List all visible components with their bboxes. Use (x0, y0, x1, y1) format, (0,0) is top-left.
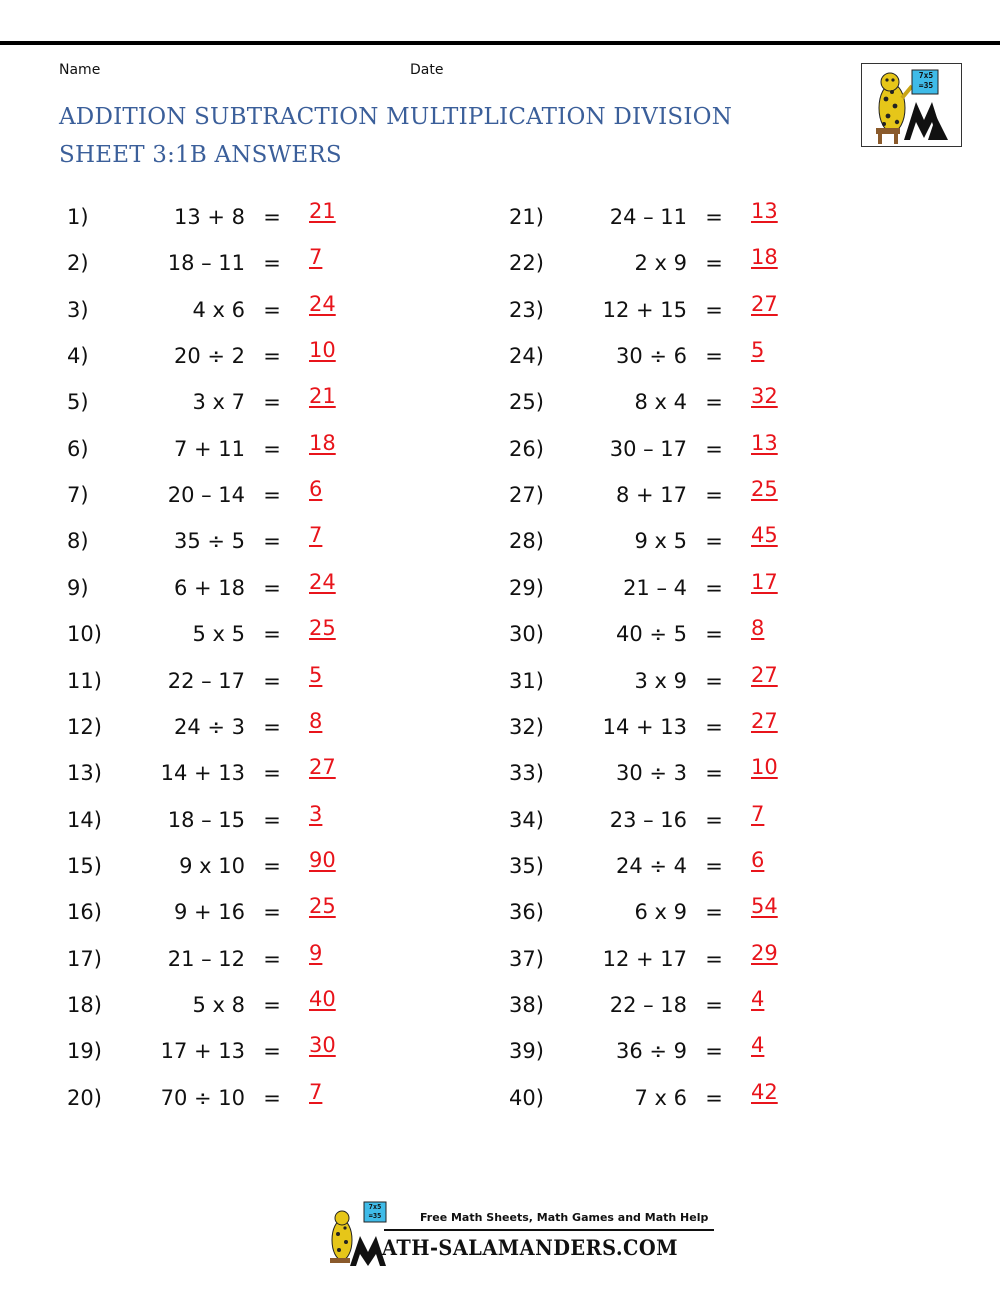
problem-expression: 3 x 9 (634, 668, 687, 693)
problem-number: 11) (67, 668, 102, 693)
problem-row (509, 983, 949, 1029)
answer-value: 25 (309, 616, 336, 641)
sheet-title-line2: SHEET 3:1B ANSWERS (59, 142, 342, 168)
answer-value: 30 (309, 1033, 336, 1058)
equals-sign: = (263, 529, 281, 554)
problem-expression: 5 x 5 (192, 622, 245, 647)
problem-number: 31) (509, 668, 544, 693)
problem-expression: 8 x 4 (634, 390, 687, 415)
footer-brand: ATH-SALAMANDERS.COM (382, 1235, 678, 1260)
name-label: Name (59, 62, 101, 78)
answer-value: 17 (751, 569, 778, 594)
problem-row (67, 473, 507, 519)
answer-value: 13 (751, 199, 778, 223)
problem-row (509, 937, 949, 983)
problem-row (509, 659, 949, 705)
problem-number: 23) (509, 297, 544, 322)
answer-value: 7 (751, 801, 765, 826)
problem-row (509, 705, 949, 751)
date-label: Date (410, 62, 444, 78)
logo-badge-text: 7x5 =35 (918, 71, 934, 90)
problem-expression: 12 + 15 (602, 297, 687, 322)
equals-sign: = (263, 205, 281, 229)
problem-row (67, 1076, 507, 1122)
problem-row (67, 659, 507, 705)
answer-value: 25 (309, 894, 336, 919)
answer-value: 4 (751, 986, 765, 1011)
equals-sign: = (263, 992, 281, 1017)
problem-row (67, 566, 507, 612)
problem-number: 8) (67, 529, 89, 554)
problem-row (509, 195, 949, 241)
answer-value: 10 (309, 338, 336, 363)
answer-value: 3 (309, 801, 323, 826)
problem-row (67, 844, 507, 890)
problem-expression: 24 – 11 (609, 205, 687, 229)
problem-expression: 6 + 18 (173, 575, 245, 600)
problem-number: 40) (509, 1085, 544, 1110)
problem-row (509, 380, 949, 426)
problem-expression: 8 + 17 (615, 483, 687, 508)
equals-sign: = (263, 436, 281, 461)
problem-number: 34) (509, 807, 544, 832)
problem-number: 21) (509, 205, 544, 229)
answer-value: 29 (751, 940, 778, 965)
equals-sign: = (705, 761, 723, 786)
problem-number: 16) (67, 900, 102, 925)
answer-value: 90 (309, 847, 336, 872)
problem-number: 9) (67, 575, 89, 600)
problem-number: 26) (509, 436, 544, 461)
problem-expression: 70 ÷ 10 (160, 1085, 245, 1110)
equals-sign: = (705, 853, 723, 878)
problem-expression: 12 + 17 (602, 946, 687, 971)
problem-expression: 21 – 12 (167, 946, 245, 971)
problem-number: 33) (509, 761, 544, 786)
site-logo (861, 63, 962, 147)
problem-expression: 22 – 17 (167, 668, 245, 693)
answer-value: 13 (751, 430, 778, 455)
problem-number: 15) (67, 853, 102, 878)
equals-sign: = (705, 297, 723, 322)
problem-number: 5) (67, 390, 89, 415)
equals-sign: = (263, 297, 281, 322)
equals-sign: = (705, 529, 723, 554)
sheet-title-line1: ADDITION SUBTRACTION MULTIPLICATION DIVISION (59, 104, 733, 130)
problem-number: 37) (509, 946, 544, 971)
problem-expression: 24 ÷ 3 (173, 714, 245, 739)
answer-value: 7 (309, 245, 323, 270)
problem-expression: 17 + 13 (160, 1039, 245, 1064)
problem-row (67, 705, 507, 751)
problem-number: 13) (67, 761, 102, 786)
problem-number: 32) (509, 714, 544, 739)
footer-divider (384, 1229, 714, 1231)
problem-number: 2) (67, 251, 89, 276)
problem-number: 35) (509, 853, 544, 878)
equals-sign: = (705, 1085, 723, 1110)
answer-value: 6 (309, 477, 323, 502)
salamander-logo-icon (862, 64, 961, 146)
answer-value: 5 (751, 338, 765, 363)
problem-row (509, 612, 949, 658)
problem-expression: 30 ÷ 3 (615, 761, 687, 786)
problem-row (509, 890, 949, 936)
problem-expression: 14 + 13 (160, 761, 245, 786)
problem-expression: 3 x 7 (192, 390, 245, 415)
equals-sign: = (263, 900, 281, 925)
problem-number: 1) (67, 205, 89, 229)
problem-number: 24) (509, 344, 544, 369)
equals-sign: = (263, 622, 281, 647)
problem-number: 22) (509, 251, 544, 276)
problem-expression: 18 – 11 (167, 251, 245, 276)
equals-sign: = (705, 251, 723, 276)
problem-row (509, 844, 949, 890)
equals-sign: = (705, 1039, 723, 1064)
problem-number: 38) (509, 992, 544, 1017)
answer-value: 7 (309, 523, 323, 548)
problem-expression: 9 + 16 (173, 900, 245, 925)
equals-sign: = (263, 668, 281, 693)
problem-number: 7) (67, 483, 89, 508)
equals-sign: = (705, 205, 723, 229)
equals-sign: = (705, 575, 723, 600)
problem-row (67, 937, 507, 983)
problem-expression: 24 ÷ 4 (615, 853, 687, 878)
problem-expression: 20 – 14 (167, 483, 245, 508)
problem-row (509, 798, 949, 844)
problem-expression: 6 x 9 (634, 900, 687, 925)
problem-expression: 30 – 17 (609, 436, 687, 461)
problem-row (67, 890, 507, 936)
problem-row (509, 1029, 949, 1075)
problem-number: 19) (67, 1039, 102, 1064)
top-rule (0, 41, 1000, 45)
problem-row (67, 751, 507, 797)
equals-sign: = (705, 992, 723, 1017)
problem-row (509, 473, 949, 519)
equals-sign: = (263, 946, 281, 971)
problem-row (509, 751, 949, 797)
problem-expression: 40 ÷ 5 (615, 622, 687, 647)
equals-sign: = (263, 714, 281, 739)
equals-sign: = (705, 668, 723, 693)
problem-number: 17) (67, 946, 102, 971)
problem-row (67, 519, 507, 565)
problem-number: 10) (67, 622, 102, 647)
equals-sign: = (705, 483, 723, 508)
problem-row (67, 288, 507, 334)
problem-expression: 14 + 13 (602, 714, 687, 739)
problem-row (67, 195, 507, 241)
problem-row (509, 334, 949, 380)
answer-value: 18 (751, 245, 778, 270)
problem-row (67, 612, 507, 658)
footer (320, 1196, 720, 1268)
problem-number: 28) (509, 529, 544, 554)
answer-value: 40 (309, 986, 336, 1011)
equals-sign: = (263, 344, 281, 369)
answer-value: 21 (309, 384, 336, 409)
problem-expression: 30 ÷ 6 (615, 344, 687, 369)
problem-row (67, 1029, 507, 1075)
equals-sign: = (705, 900, 723, 925)
answer-value: 9 (309, 940, 323, 965)
problem-row (67, 798, 507, 844)
problem-expression: 21 – 4 (623, 575, 687, 600)
problem-expression: 36 ÷ 9 (615, 1039, 687, 1064)
answer-value: 5 (309, 662, 323, 687)
problem-expression: 7 x 6 (634, 1085, 687, 1110)
answer-value: 18 (309, 430, 336, 455)
equals-sign: = (705, 436, 723, 461)
problem-row (509, 566, 949, 612)
problem-number: 20) (67, 1085, 102, 1110)
answer-value: 45 (751, 523, 778, 548)
problem-number: 4) (67, 344, 89, 369)
answer-value: 10 (751, 755, 778, 780)
answer-value: 27 (309, 755, 336, 780)
equals-sign: = (705, 390, 723, 415)
equals-sign: = (263, 807, 281, 832)
problem-number: 18) (67, 992, 102, 1017)
problem-row (67, 427, 507, 473)
problem-number: 6) (67, 436, 89, 461)
problem-expression: 7 + 11 (173, 436, 245, 461)
problem-row (67, 380, 507, 426)
problem-number: 25) (509, 390, 544, 415)
problem-expression: 18 – 15 (167, 807, 245, 832)
problem-row (509, 519, 949, 565)
answer-value: 54 (751, 894, 778, 919)
answer-value: 21 (309, 199, 336, 223)
equals-sign: = (263, 1085, 281, 1110)
problem-expression: 35 ÷ 5 (173, 529, 245, 554)
equals-sign: = (263, 251, 281, 276)
problem-expression: 9 x 5 (634, 529, 687, 554)
problem-number: 14) (67, 807, 102, 832)
problem-expression: 4 x 6 (192, 297, 245, 322)
answer-value: 24 (309, 569, 336, 594)
answer-value: 6 (751, 847, 765, 872)
answer-value: 25 (751, 477, 778, 502)
problem-number: 36) (509, 900, 544, 925)
equals-sign: = (705, 714, 723, 739)
equals-sign: = (705, 946, 723, 971)
problem-row (67, 334, 507, 380)
equals-sign: = (263, 390, 281, 415)
equals-sign: = (263, 761, 281, 786)
answer-value: 4 (751, 1033, 765, 1058)
problem-number: 27) (509, 483, 544, 508)
answer-value: 27 (751, 291, 778, 316)
problem-row (509, 241, 949, 287)
problem-expression: 9 x 10 (179, 853, 245, 878)
footer-tagline: Free Math Sheets, Math Games and Math Help (420, 1211, 709, 1224)
footer-badge-text: 7x5 =35 (368, 1203, 382, 1220)
equals-sign: = (705, 807, 723, 832)
answer-value: 27 (751, 708, 778, 733)
equals-sign: = (263, 853, 281, 878)
equals-sign: = (263, 575, 281, 600)
problem-expression: 20 ÷ 2 (173, 344, 245, 369)
equals-sign: = (263, 1039, 281, 1064)
problem-number: 12) (67, 714, 102, 739)
problem-expression: 5 x 8 (192, 992, 245, 1017)
equals-sign: = (263, 483, 281, 508)
answer-value: 42 (751, 1079, 778, 1104)
answer-value: 32 (751, 384, 778, 409)
problem-number: 39) (509, 1039, 544, 1064)
problem-expression: 13 + 8 (173, 205, 245, 229)
equals-sign: = (705, 344, 723, 369)
answer-value: 24 (309, 291, 336, 316)
problem-expression: 23 – 16 (609, 807, 687, 832)
problem-row (509, 1076, 949, 1122)
problem-expression: 22 – 18 (609, 992, 687, 1017)
problem-row (509, 427, 949, 473)
problem-number: 30) (509, 622, 544, 647)
problem-number: 29) (509, 575, 544, 600)
problem-expression: 2 x 9 (634, 251, 687, 276)
problem-number: 3) (67, 297, 89, 322)
problem-row (509, 288, 949, 334)
answer-value: 27 (751, 662, 778, 687)
problem-row (67, 241, 507, 287)
problem-row (67, 983, 507, 1029)
answer-value: 8 (751, 616, 765, 641)
equals-sign: = (705, 622, 723, 647)
answer-value: 8 (309, 708, 323, 733)
answer-value: 7 (309, 1079, 323, 1104)
